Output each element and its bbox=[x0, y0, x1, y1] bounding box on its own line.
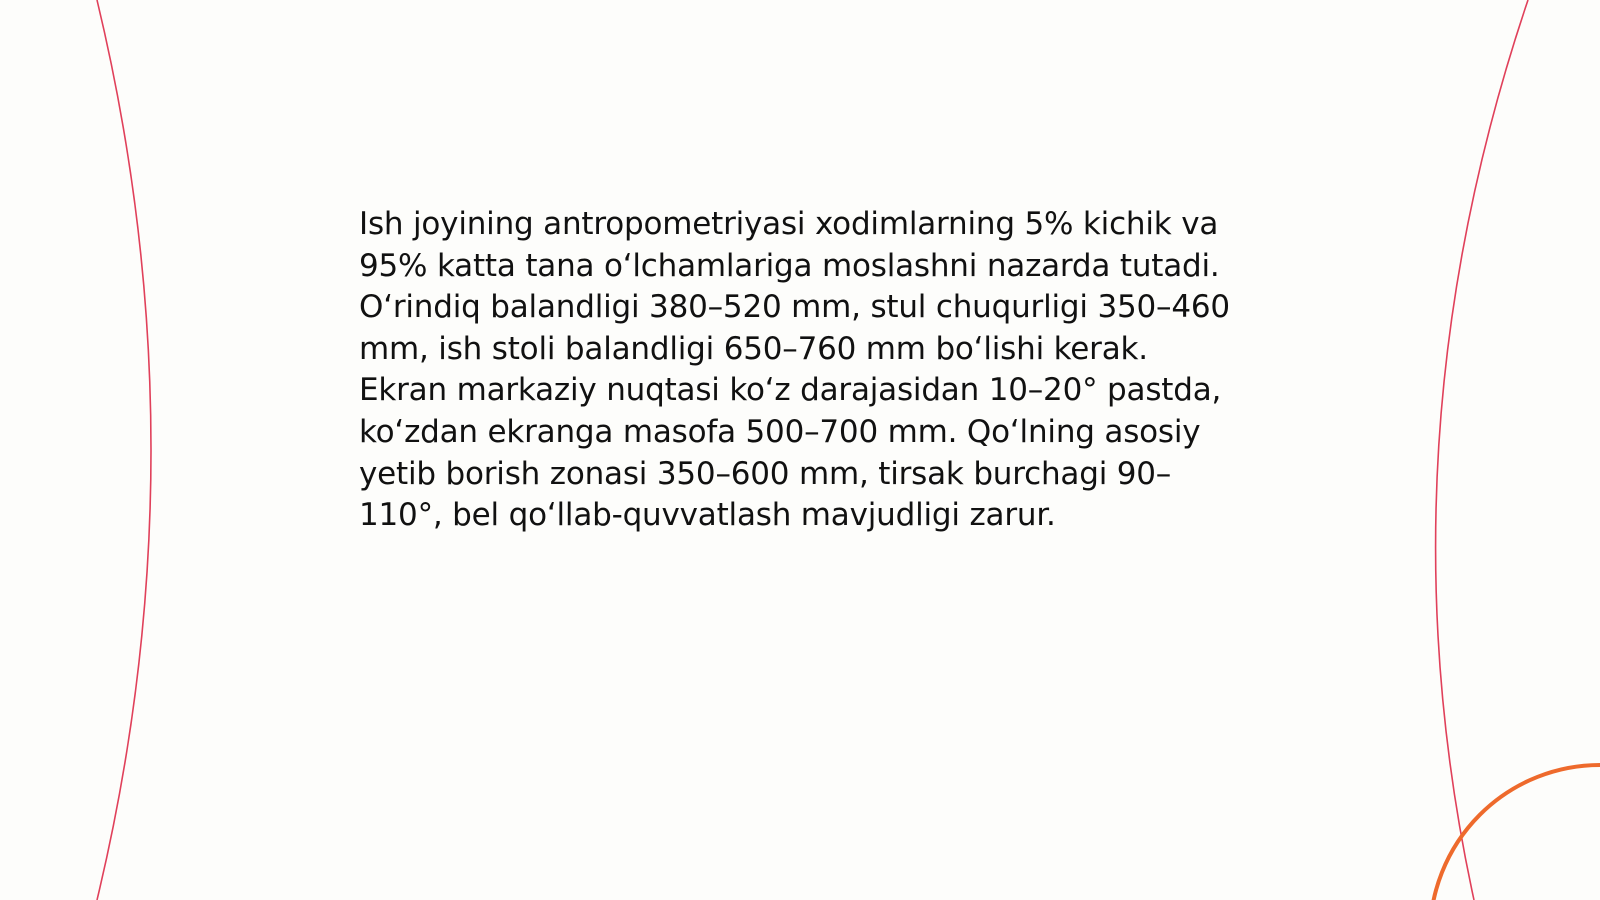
left-arc-line bbox=[97, 0, 151, 900]
right-arc-line bbox=[1436, 0, 1528, 900]
body-paragraph: Ish joyining antropometriyasi xodimlarning 5% kichik va 95% katta tana oʻlchamlariga moslashni nazarda tutadi. Oʻrindiq balandligi 380–520 mm, stul chuqurligi 350–460 mm, ish stoli balandligi 650–760 mm boʻlishi kerak. Ekran markaziy nuqtasi koʻz darajasidan 10–20° pastda, koʻzdan ekranga masofa 500–700 mm. Qoʻlning asosiy yetib borish zonasi 350–600 mm, tirsak burchagi 90–110°, bel qoʻllab-quvvatlash mavjudligi zarur. bbox=[359, 206, 1230, 534]
orange-circle-arc bbox=[1430, 765, 1600, 900]
